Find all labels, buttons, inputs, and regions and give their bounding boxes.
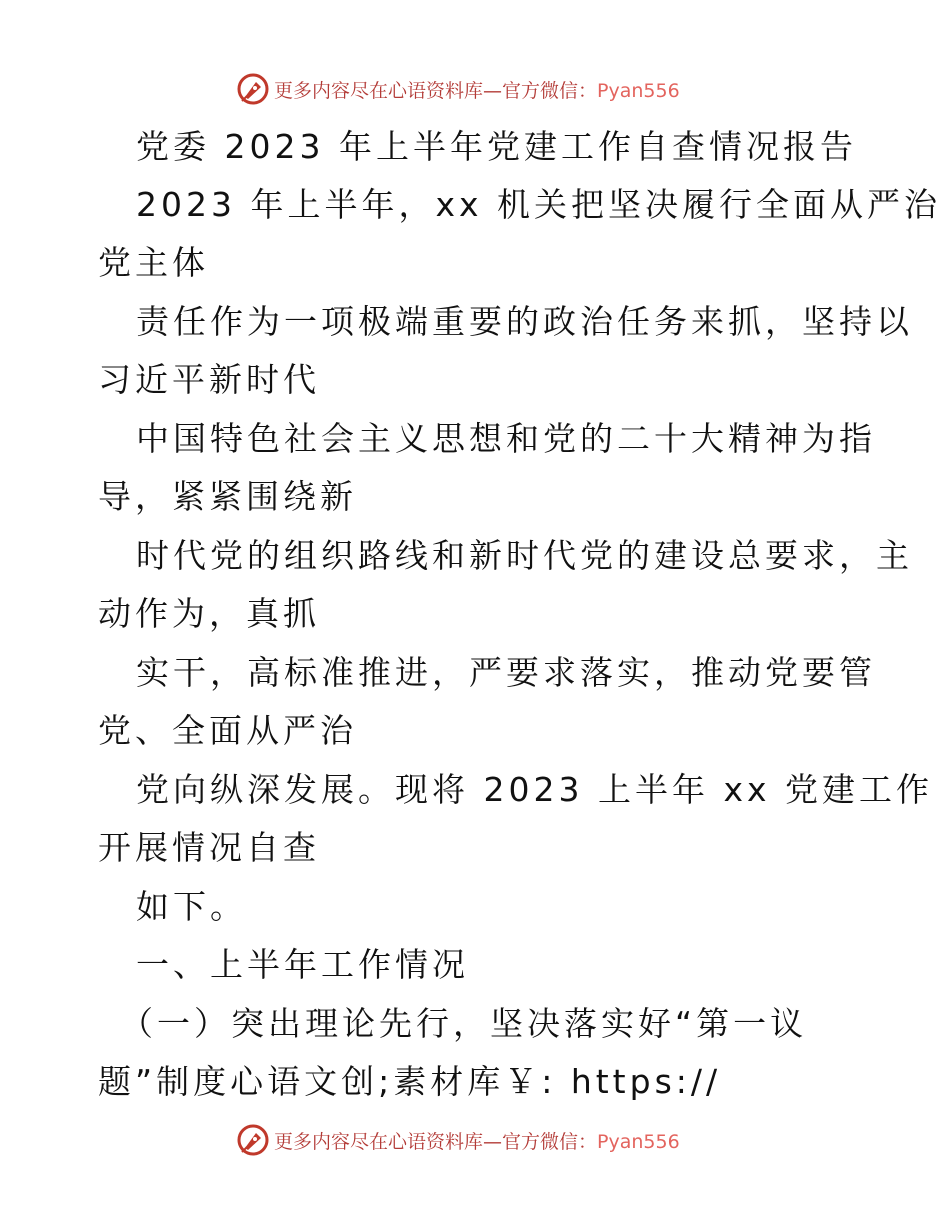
paragraph-line: 如下。 <box>136 887 247 926</box>
section-heading: 一、上半年工作情况 <box>136 945 469 984</box>
paragraph-line: 题”制度心语文创;素材库￥: https:// <box>98 1062 722 1101</box>
paragraph-line: 2023 年上半年，xx 机关把坚决履行全面从严治 <box>136 185 942 224</box>
watermark-wechat-id: Pyan556 <box>597 79 680 102</box>
paragraph-line: 中国特色社会主义思想和党的二十大精神为指 <box>136 419 876 458</box>
watermark-banner-top <box>236 72 716 106</box>
paragraph-line: 实干，高标准推进，严要求落实，推动党要管 <box>136 653 876 692</box>
paragraph-line: 导，紧紧围绕新 <box>98 477 357 516</box>
pen-nib-logo-icon <box>236 1123 270 1157</box>
paragraph-line: 动作为，真抓 <box>98 594 320 633</box>
watermark-banner-bottom <box>236 1123 716 1157</box>
paragraph-line: 责任作为一项极端重要的政治任务来抓，坚持以 <box>136 302 913 341</box>
paragraph-line: 党向纵深发展。现将 2023 上半年 xx 党建工作 <box>136 770 933 809</box>
pen-nib-logo-icon <box>236 72 270 106</box>
paragraph-line: 时代党的组织路线和新时代党的建设总要求，主 <box>136 536 913 575</box>
paragraph-line: 习近平新时代 <box>98 360 320 399</box>
document-title: 党委 2023 年上半年党建工作自查情况报告 <box>136 127 857 166</box>
watermark-text: 更多内容尽在心语资料库—官方微信： <box>274 79 598 102</box>
watermark-text: 更多内容尽在心语资料库—官方微信： <box>274 1130 598 1153</box>
paragraph-line: 开展情况自查 <box>98 828 320 867</box>
subsection-heading: （一）突出理论先行，坚决落实好“第一议 <box>120 1004 808 1043</box>
paragraph-line: 党、全面从严治 <box>98 711 357 750</box>
paragraph-line: 党主体 <box>98 243 209 282</box>
watermark-wechat-id: Pyan556 <box>597 1130 680 1153</box>
